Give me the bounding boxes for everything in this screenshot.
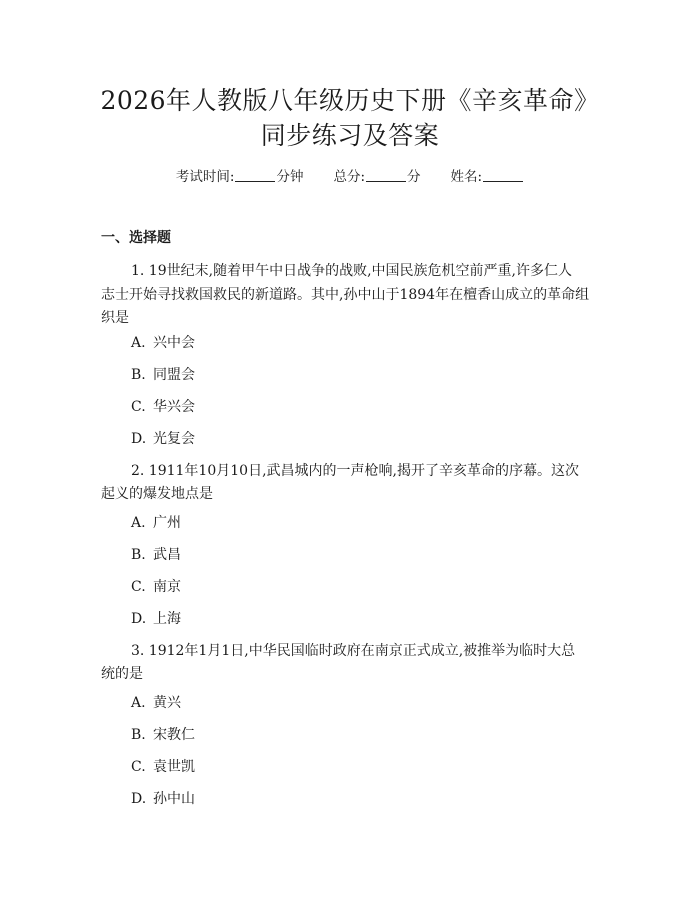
option-letter: C. xyxy=(131,759,146,775)
question-3-line-1: 3. 1912年1月1日,中华民国临时政府在南京正式成立,被推举为临时大总 xyxy=(131,643,576,659)
option-text: 武昌 xyxy=(153,547,181,563)
option-text: 同盟会 xyxy=(153,367,195,383)
question-1-line-3: 织是 xyxy=(101,310,129,326)
question-2-option-a xyxy=(131,514,181,532)
option-letter: B. xyxy=(131,367,146,383)
option-text: 广州 xyxy=(153,515,181,531)
option-letter: D. xyxy=(131,611,147,627)
option-letter: B. xyxy=(131,547,146,563)
score-unit: 分 xyxy=(407,169,421,185)
question-1-option-b xyxy=(131,366,195,384)
option-letter: D. xyxy=(131,791,147,807)
question-2-line-2: 起义的爆发地点是 xyxy=(101,486,213,502)
name-blank xyxy=(483,169,523,182)
option-text: 袁世凯 xyxy=(153,759,195,775)
option-text: 黄兴 xyxy=(153,695,181,711)
question-3-option-d xyxy=(131,790,195,808)
question-1-line-2: 志士开始寻找救国救民的新道路。其中,孙中山于1894年在檀香山成立的革命组 xyxy=(101,287,590,303)
option-text: 兴中会 xyxy=(153,335,195,351)
score-blank xyxy=(366,169,406,182)
option-text: 光复会 xyxy=(153,431,195,447)
section-heading: 一、选择题 xyxy=(101,230,171,246)
exam-meta-row xyxy=(0,168,700,186)
question-3-option-b xyxy=(131,726,195,744)
option-text: 南京 xyxy=(153,579,181,595)
option-letter: A. xyxy=(131,335,146,351)
question-3-line-2: 统的是 xyxy=(101,666,143,682)
page-title-line1: 2026年人教版八年级历史下册《辛亥革命》 xyxy=(100,86,600,115)
option-letter: C. xyxy=(131,399,146,415)
question-3-option-c xyxy=(131,758,195,776)
question-1-line-1: 1. 19世纪末,随着甲午中日战争的战败,中国民族危机空前严重,许多仁人 xyxy=(131,263,572,279)
option-text: 孙中山 xyxy=(153,791,195,807)
option-letter: A. xyxy=(131,515,146,531)
question-1-option-a xyxy=(131,334,195,352)
option-text: 上海 xyxy=(153,611,181,627)
question-2-option-d xyxy=(131,610,181,628)
time-blank xyxy=(235,169,275,182)
page-title-line2: 同步练习及答案 xyxy=(260,121,440,150)
time-label: 考试时间: xyxy=(175,169,235,185)
question-3-option-a xyxy=(131,694,181,712)
question-2-option-b xyxy=(131,546,181,564)
question-1-option-c xyxy=(131,398,195,416)
option-letter: D. xyxy=(131,431,147,447)
option-letter: B. xyxy=(131,727,146,743)
option-letter: C. xyxy=(131,579,146,595)
time-unit: 分钟 xyxy=(276,169,304,185)
question-2-option-c xyxy=(131,578,181,596)
option-text: 华兴会 xyxy=(153,399,195,415)
question-1-option-d xyxy=(131,430,195,448)
name-label: 姓名: xyxy=(450,169,483,185)
option-text: 宋教仁 xyxy=(153,727,195,743)
option-letter: A. xyxy=(131,695,146,711)
question-2-line-1: 2. 1911年10月10日,武昌城内的一声枪响,揭开了辛亥革命的序幕。这次 xyxy=(131,463,579,479)
score-label: 总分: xyxy=(333,169,366,185)
